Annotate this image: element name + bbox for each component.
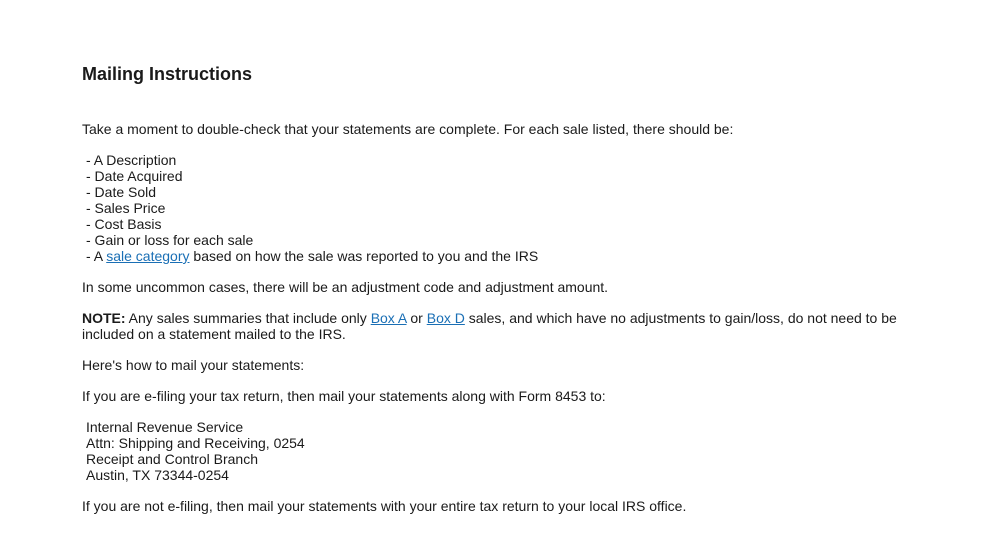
non-efile-instruction-paragraph: If you are not e-filing, then mail your statements with your entire tax return to your local IRS office. <box>82 498 687 514</box>
note-label: NOTE: <box>82 310 126 326</box>
checklist-item-sales-price: - Sales Price <box>86 200 166 216</box>
how-to-paragraph: Here's how to mail your statements: <box>82 357 305 373</box>
address-line-4: Austin, TX 73344-0254 <box>86 467 229 483</box>
note-text-2: or <box>406 310 427 326</box>
address-line-2: Attn: Shipping and Receiving, 0254 <box>86 435 305 451</box>
checklist-item-date-acquired: - Date Acquired <box>86 168 183 184</box>
note-text-3: sales, and which have no adjustments to gain/loss, do not need to be included on a statement mailed to the IRS. <box>82 310 897 342</box>
checklist-item-description: - A Description <box>86 152 177 168</box>
checklist-item-date-sold: - Date Sold <box>86 184 157 200</box>
note-text-1: Any sales summaries that include only <box>125 310 371 326</box>
mailing-instructions-content <box>82 63 942 514</box>
statement-checklist <box>82 152 942 264</box>
note-paragraph <box>82 310 942 342</box>
checklist-item-sale-category <box>86 248 942 264</box>
intro-paragraph: Take a moment to double-check that your statements are complete. For each sale listed, there should be: <box>82 121 734 137</box>
efile-instruction-paragraph: If you are e-filing your tax return, then mail your statements along with Form 8453 to: <box>82 388 606 404</box>
page-title: Mailing Instructions <box>82 64 253 84</box>
sale-category-link[interactable]: sale category <box>106 248 190 264</box>
irs-mailing-address <box>82 419 942 483</box>
address-line-1: Internal Revenue Service <box>86 419 244 435</box>
adjustment-paragraph: In some uncommon cases, there will be an adjustment code and adjustment amount. <box>82 279 609 295</box>
checklist-item-cost-basis: - Cost Basis <box>86 216 162 232</box>
checklist-item-gain-loss: - Gain or loss for each sale <box>86 232 254 248</box>
address-line-3: Receipt and Control Branch <box>86 451 258 467</box>
sale-category-suffix: based on how the sale was reported to you and the IRS <box>189 248 539 264</box>
box-a-link[interactable]: Box A <box>370 310 407 326</box>
sale-category-prefix: - A <box>86 248 107 264</box>
box-d-link[interactable]: Box D <box>426 310 465 326</box>
